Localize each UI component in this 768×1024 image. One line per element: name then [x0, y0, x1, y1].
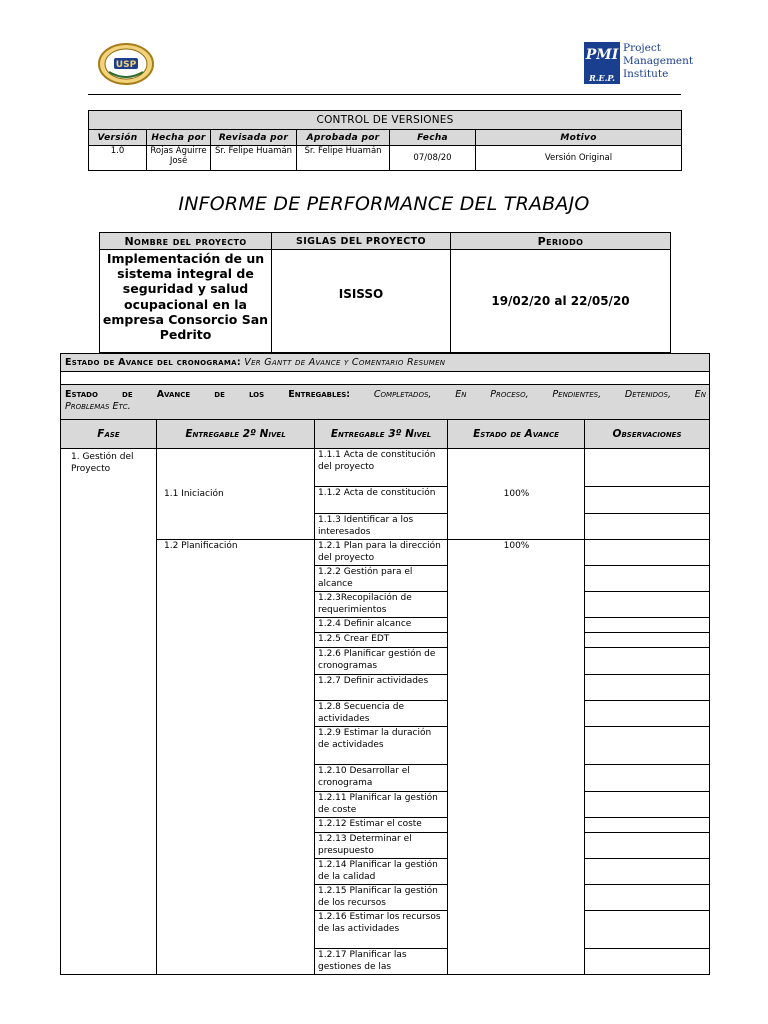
level3-cell: 1.2.13 Determinar el presupuesto: [315, 833, 448, 859]
observation-cell[interactable]: [585, 487, 710, 514]
col-observaciones: Observaciones: [585, 420, 710, 449]
university-logo: [97, 42, 155, 86]
header-divider: [88, 94, 681, 95]
version-value: 1.0: [89, 146, 147, 171]
status-cell: 100%: [448, 540, 585, 975]
level3-cell: 1.2.4 Definir alcance: [315, 618, 448, 633]
level3-cell: 1.2.11 Planificar la gestión de coste: [315, 792, 448, 818]
project-period-header: Periodo: [451, 233, 671, 250]
project-row: [100, 250, 671, 353]
project-name: Implementación de un sistema integral de seguridad y salud ocupacional en la empresa Consorcio San Pedrito: [100, 250, 272, 353]
observation-cell[interactable]: [585, 592, 710, 618]
level3-cell: 1.2.5 Crear EDT: [315, 633, 448, 648]
level3-cell: 1.2.1 Plan para la dirección del proyecto: [315, 540, 448, 566]
level3-cell: 1.2.7 Definir actividades: [315, 675, 448, 701]
university-logo-text: USP: [115, 60, 137, 70]
observation-cell[interactable]: [585, 949, 710, 975]
col-entregable-2: Entregable 2º Nivel: [157, 420, 315, 449]
observation-cell[interactable]: [585, 675, 710, 701]
project-table: [99, 232, 671, 353]
aprobada-por-value: Sr. Felipe Huamán: [297, 146, 390, 171]
pmi-logo: [584, 40, 694, 86]
fecha-value: 07/08/20: [390, 146, 476, 171]
deliverables-table: [60, 353, 710, 975]
pmi-logo-rep: R.E.P.: [589, 73, 615, 83]
col-aprobada-por: Aprobada por: [297, 130, 390, 146]
level3-cell: 1.2.14 Planificar la gestión de la calidad: [315, 859, 448, 885]
level3-cell: 1.1.3 Identificar a los interesados: [315, 514, 448, 540]
level3-cell: 1.2.12 Estimar el coste: [315, 818, 448, 833]
observation-cell[interactable]: [585, 648, 710, 675]
pmi-logo-text: Project Management Institute: [623, 42, 694, 80]
observation-cell[interactable]: [585, 885, 710, 911]
col-motivo: Motivo: [476, 130, 682, 146]
observation-cell[interactable]: [585, 859, 710, 885]
hecha-por-value: Rojas Aguirre José: [147, 146, 211, 171]
deliverables-status-value: Completados, En Proceso, Pendientes, Detenidos, En: [373, 389, 707, 400]
level3-cell: 1.2.16 Estimar los recursos de las actividades: [315, 911, 448, 949]
project-siglas-header: SIGLAS DEL PROYECTO: [272, 233, 451, 250]
level3-cell: 1.2.6 Planificar gestión de cronogramas: [315, 648, 448, 675]
deliverables-status-value-cont: Problemas Etc.: [65, 401, 131, 412]
project-header: [100, 233, 671, 250]
project-siglas: ISISSO: [272, 250, 451, 353]
observation-cell[interactable]: [585, 701, 710, 727]
level3-cell: 1.1.2 Acta de constitución: [315, 487, 448, 514]
motivo-value: Versión Original: [476, 146, 682, 171]
spacer-row: [61, 372, 710, 385]
document-title: INFORME DE PERFORMANCE DEL TRABAJO: [178, 193, 590, 215]
project-name-header: Nombre del proyecto: [100, 233, 272, 250]
observation-cell[interactable]: [585, 514, 710, 540]
deliverables-header: [61, 420, 710, 449]
phase-cell: 1. Gestión del Proyecto: [61, 449, 157, 975]
pmi-logo-mark: PMI R.E.P.: [584, 42, 620, 84]
observation-cell[interactable]: [585, 727, 710, 765]
observation-cell[interactable]: [585, 792, 710, 818]
level3-cell: 1.2.8 Secuencia de actividades: [315, 701, 448, 727]
observation-cell[interactable]: [585, 540, 710, 566]
observation-cell[interactable]: [585, 618, 710, 633]
col-revisada-por: Revisada por: [211, 130, 297, 146]
deliverable-row: [61, 540, 710, 566]
version-control-table: [88, 110, 682, 171]
observation-cell[interactable]: [585, 833, 710, 859]
level3-cell: 1.2.2 Gestión para el alcance: [315, 566, 448, 592]
deliverables-status-label: Estado de Avance de los Entregables:: [65, 389, 351, 400]
schedule-status-value: Ver Gantt de Avance y Comentario Resumen: [244, 357, 446, 368]
version-control-title: CONTROL DE VERSIONES: [89, 111, 682, 130]
col-fecha: Fecha: [390, 130, 476, 146]
observation-cell[interactable]: [585, 765, 710, 792]
col-entregable-3: Entregable 3º Nivel: [315, 420, 448, 449]
level2-cell: 1.1 Iniciación: [157, 449, 315, 540]
observation-cell[interactable]: [585, 911, 710, 949]
col-hecha-por: Hecha por: [147, 130, 211, 146]
level3-cell: 1.2.9 Estimar la duración de actividades: [315, 727, 448, 765]
observation-cell[interactable]: [585, 449, 710, 487]
schedule-status-label: Estado de Avance del cronograma:: [65, 357, 241, 368]
observation-cell[interactable]: [585, 818, 710, 833]
level3-cell: 1.2.10 Desarrollar el cronograma: [315, 765, 448, 792]
level3-cell: 1.2.17 Planificar las gestiones de las: [315, 949, 448, 975]
level3-cell: 1.2.3Recopilación de requerimientos: [315, 592, 448, 618]
deliverables-status-row: [61, 385, 710, 420]
level3-cell: 1.1.1 Acta de constitución del proyecto: [315, 449, 448, 487]
level3-cell: 1.2.15 Planificar la gestión de los recursos: [315, 885, 448, 911]
col-estado: Estado de Avance: [448, 420, 585, 449]
schedule-status-row: [61, 354, 710, 372]
status-cell: 100%: [448, 449, 585, 540]
deliverable-row: [61, 449, 710, 487]
version-row: [89, 146, 682, 171]
observation-cell[interactable]: [585, 566, 710, 592]
level2-cell: 1.2 Planificación: [157, 540, 315, 975]
col-version: Versión: [89, 130, 147, 146]
version-control-header: [89, 130, 682, 146]
col-fase: Fase: [61, 420, 157, 449]
revisada-por-value: Sr. Felipe Huamán: [211, 146, 297, 171]
observation-cell[interactable]: [585, 633, 710, 648]
project-period: 19/02/20 al 22/05/20: [451, 250, 671, 353]
